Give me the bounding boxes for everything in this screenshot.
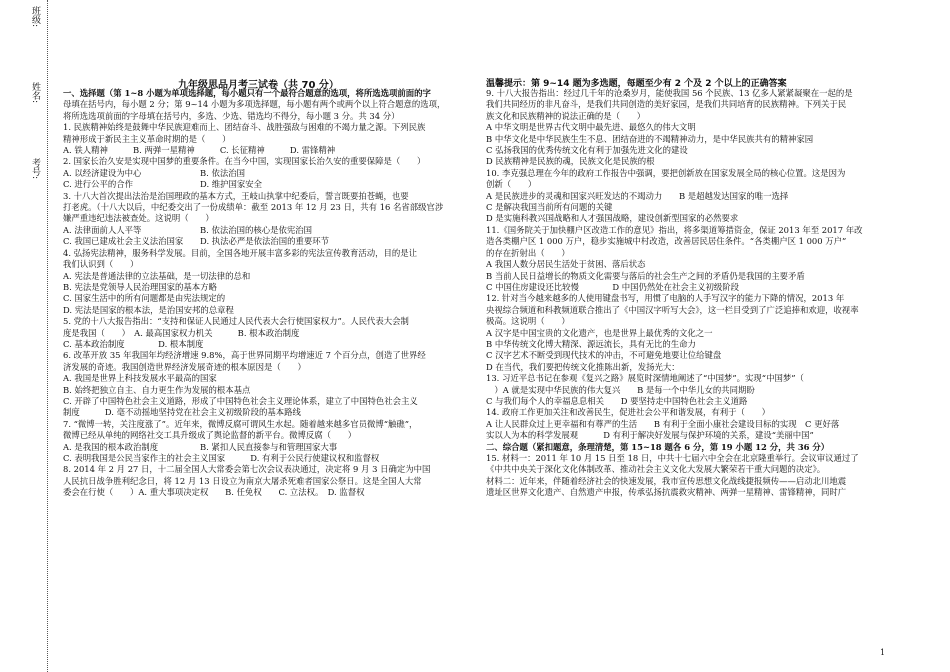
- binding-margin: [0, 0, 58, 672]
- right-line: 族文化和民族精神的说法正确的是（ ）: [486, 110, 646, 121]
- left-line: C. 国家生活中的所有问题都是由宪法规定的: [63, 293, 226, 304]
- left-line: A. 我国是世界上科技发展水平最高的国家: [63, 373, 217, 384]
- left-line: 2. 国家长治久安是实现中国梦的重要条件。在当今中国，实现国家长治久安的重要保障是（ ）: [63, 156, 426, 167]
- exam-title: 九年级思品月考三试卷（共 70 分）: [178, 80, 339, 91]
- binding-dotted-line: [47, 0, 48, 672]
- left-line: 1. 民族精神始终是鼓舞中华民族迎难而上、团结奋斗、战胜强敌与困难的不竭力量之源。下列民族: [63, 122, 426, 133]
- right-line: 12. 针对当今越来越多的人使用键盘书写，用惯了电脑的人手写汉字的能力下降的情况，2013 年: [486, 293, 845, 304]
- right-line: 15. 材料一：2011 年 10 月 15 日至 18 日，中共十七届六中全会在北京隆重举行。会议审议通过了: [486, 453, 859, 463]
- left-line: 人民抗日战争胜利纪念日，将 12 月 13 日设立为南京大屠杀死难者国家公祭日。这是全国人大常: [63, 475, 422, 486]
- right-line: 央视综合频道和科教频道联合推出了《中国汉字听写大会》，这一栏目受到了广泛追捧和欢迎，收视率: [486, 304, 859, 315]
- right-line: 13. 习近平总书记在参观《复兴之路》展览时深情地阐述了“中国梦”。实现“中国梦”（: [486, 373, 804, 384]
- right-line: B 当前人民日益增长的物质文化需要与落后的社会生产之间的矛盾仍是我国的主要矛盾: [486, 270, 805, 281]
- right-line: D 民族精神是民族的魂，民族文化是民族的根: [486, 156, 655, 167]
- left-line: 嫌严重违纪违法被查处。这说明（ ）: [63, 213, 214, 224]
- left-line: A. 以经济建设为中心 B. 依法治国: [63, 167, 245, 178]
- left-line: 3. 十八大首次提出法治是治国理政的基本方式，王岐山执掌中纪委后，誓言既要拍苍蝇，也要: [63, 190, 409, 201]
- right-line: 《中共中央关于深化文化体制改革、推动社会主义文化大发展大繁荣若干重大问题的决定》。: [486, 464, 826, 475]
- left-line: 打老虎。（十八大以后，中纪委交出了一份成绩单：截至 2013 年 12 月 23 日，共有 16 名省部级官涉: [63, 202, 444, 213]
- left-line: A. 是我国的根本政治制度 B. 紧扣人民直接参与和管理国家大事: [63, 441, 338, 452]
- left-line: C. 进行公平的合作 D. 维护国家安全: [63, 179, 263, 190]
- right-line: A 汉字是中国宝贵的文化遗产，也是世界上最优秀的文化之一: [486, 327, 713, 338]
- right-line: 遗址区世界文化遗产、自然遗产申报，传承弘扬抗震救灾精神、两弹一星精神、雷锋精神，同时广: [486, 487, 847, 498]
- left-line: C. 开辟了中国特色社会主义道路，形成了中国特色社会主义理论体系，建立了中国特色社会主义: [63, 395, 418, 406]
- left-line: D. 宪法是国家的根本法，是治国安邦的总章程: [63, 304, 234, 315]
- left-line: B. 宪法是党领导人民治理国家的基本方略: [63, 281, 217, 292]
- right-line: A 中华文明是世界古代文明中最先进、最悠久的伟大文明: [486, 122, 696, 133]
- left-column: [63, 88, 471, 499]
- right-line: D 是实施科教兴国战略和人才强国战略，建设创新型国家的必然要求: [486, 213, 739, 224]
- left-line: C. 表明我国是公民当家作主的社会主义国家 D. 有利于公民行使建议权和监督权: [63, 453, 380, 463]
- right-line: ）A 就是实现中华民族的伟大复兴 B 是每一个中华儿女的共同期盼: [486, 384, 755, 395]
- left-line: C. 基本政治制度 D. 根本制度: [63, 338, 204, 349]
- right-line: 二、综合题（紧扣题意，条理清楚，第 15~18 题各 6 分，第 19 小题 12 分，共 36 分）: [486, 441, 830, 452]
- left-line: 4. 弘扬宪法精神，服务科学发展。目前，全国各地开展丰富多彩的宪法宣传教育活动，目的是让: [63, 247, 418, 258]
- right-line: C 弘扬我国的优秀传统文化有利于加强先进文化的建设: [486, 145, 688, 156]
- left-line: 济发展的奇迹。我国创造世界经济发展奇迹的根本原因是（ ）: [63, 361, 306, 372]
- left-line: 8. 2014 年 2 月 27 日，十二届全国人大常委会第七次会议表决通过，决定将 9 月 3 日确定为中国: [63, 464, 431, 475]
- left-line: 6. 改革开放 35 年我国年均经济增速 9.8%，高于世界同期平均增速近 7 个百分点，创造了世界经: [63, 350, 426, 361]
- right-line: A 让人民群众过上更幸福和有尊严的生活 B 有利于全面小康社会建设目标的实现 C 更好落: [486, 418, 840, 429]
- left-line: 5. 党的十八大报告指出：“支持和保证人民通过人民代表大会行使国家权力”。人民代表大会制: [63, 316, 409, 327]
- right-line: B 中华传统文化博大精深、源远流长，具有无比的生命力: [486, 338, 696, 349]
- left-line: 制度 D. 毫不动摇地坚持党在社会主义初级阶段的基本路线: [63, 407, 301, 418]
- left-line: 度是我国（ ） A. 最高国家权力机关 B. 根本政治制度: [63, 327, 300, 338]
- right-line: 创新（ ）: [486, 179, 537, 190]
- right-line: D 在当代，我们要把传统文化推陈出新，发扬光大：: [486, 361, 680, 372]
- right-line: 9. 十八大报告指出：经过几千年的沧桑岁月，能使我国 56 个民族、13 亿多人紧紧凝聚在一起的是: [486, 88, 853, 98]
- right-line: 的存在折射出（ ）: [486, 247, 570, 258]
- right-line: 14. 政府工作更加关注和改善民生，促进社会公平和谐发展，有利于（ ）: [486, 407, 770, 418]
- left-line: 精神形成于新民主主义革命时期的是（ ）: [63, 133, 231, 144]
- left-line: C. 我国已建成社会主义法治国家 D. 执法必严是依法治国的重要环节: [63, 236, 330, 247]
- left-line: A. 法律面前人人平等 B. 依法治国的核心是依宪治国: [63, 224, 312, 235]
- right-line: A 是民族进步的灵魂和国家兴旺发达的不竭动力 B 是超越发达国家的唯一选择: [486, 190, 789, 201]
- right-line: 11.《国务院关于加快棚户区改造工作的意见》指出，将多渠道筹措资金，保证 2013 年至 2017 年改: [486, 224, 863, 235]
- left-line: 母填在括号内，每小题 2 分；第 9~14 小题为多项选择题，每小题有两个或两个以上符合题意的选项，: [63, 99, 446, 110]
- page-number: 1: [880, 648, 886, 657]
- left-line: 一、选择题（第 1~8 小题为单项选择题，每小题只有一个最符合题意的选项，将所选选项前面的字: [63, 88, 431, 98]
- exam-id-label: 考号:: [30, 158, 40, 180]
- class-label: 班级:: [30, 6, 40, 28]
- right-line: 材料二：近年来，伴随着经济社会的快速发展，我市宣传思想文化战线捷报频传——启动北川地震: [486, 475, 847, 486]
- left-line: 微博已经从单纯的网络社交工具升级成了舆论监督的新平台。微博反腐（ ）: [63, 430, 357, 441]
- right-column: [486, 88, 896, 499]
- multiple-choice-hint: 温馨提示：第 9~14 题为多选题，每题至少有 2 个及 2 个以上的正确答案: [486, 79, 787, 89]
- left-line: 委会在行使（ ）A. 重大事项决定权 B. 任免权 C. 立法权。 D. 监督权: [63, 487, 365, 498]
- left-line: B. 始终把独立自主、自力更生作为发展的根本基点: [63, 384, 251, 395]
- right-line: A 我国人数分居民生活处于贫困、落后状态: [486, 259, 646, 270]
- right-line: C 汉字艺术不断受到现代技术的冲击，不可避免地要让位给键盘: [486, 350, 722, 361]
- left-line: 7. “微博一转，关注度涨了”。近年来，微博反腐可谓风生水起。随着越来越多官员微博“触礁”，: [63, 418, 418, 429]
- left-line: A. 宪法是普通法律的立法基础，是一切法律的总和: [63, 270, 251, 281]
- right-line: C 是解决我国当前所有问题的关键: [486, 202, 613, 213]
- left-line: 将所选选项前面的字母填在括号内，多选、少选、错选均不得分，每小题 3 分。共 34 分）: [63, 110, 400, 121]
- right-line: C 与我们每个人的幸福息息相关 D 要坚持走中国特色社会主义道路: [486, 395, 748, 406]
- right-line: 极高。这说明（ ）: [486, 316, 570, 327]
- left-line: 我们认识到（ ）: [63, 259, 139, 270]
- right-line: B 中华文化是中华民族生生不息、团结奋进的不竭精神动力，是中华民族共有的精神家园: [486, 133, 814, 144]
- right-line: 10. 李克强总理在今年的政府工作报告中强调，要把创新放在国家发展全局的核心位置。这是因为: [486, 167, 846, 178]
- right-line: 实以人为本的科学发展观 D 有利于解决好发展与保护环境的关系，建设“美丽中国”: [486, 430, 814, 441]
- right-line: C 中国住房建设还比较慢 D 中国仍然处在社会主义初级阶段: [486, 281, 739, 292]
- right-line: 造各类棚户区 1 000 万户，稳步实施城中村改造，改善居民居住条件。“各类棚户区 1 000 万户”: [486, 236, 847, 247]
- left-line: A. 铁人精神 B. 两弹一星精神 C. 长征精神 D. 雷锋精神: [63, 145, 336, 156]
- right-line: 我们共同经历的非凡奋斗，是我们共同创造的美好家园，是我们共同培育的民族精神。下列关于民: [486, 99, 847, 110]
- name-label: 姓名:: [30, 82, 40, 104]
